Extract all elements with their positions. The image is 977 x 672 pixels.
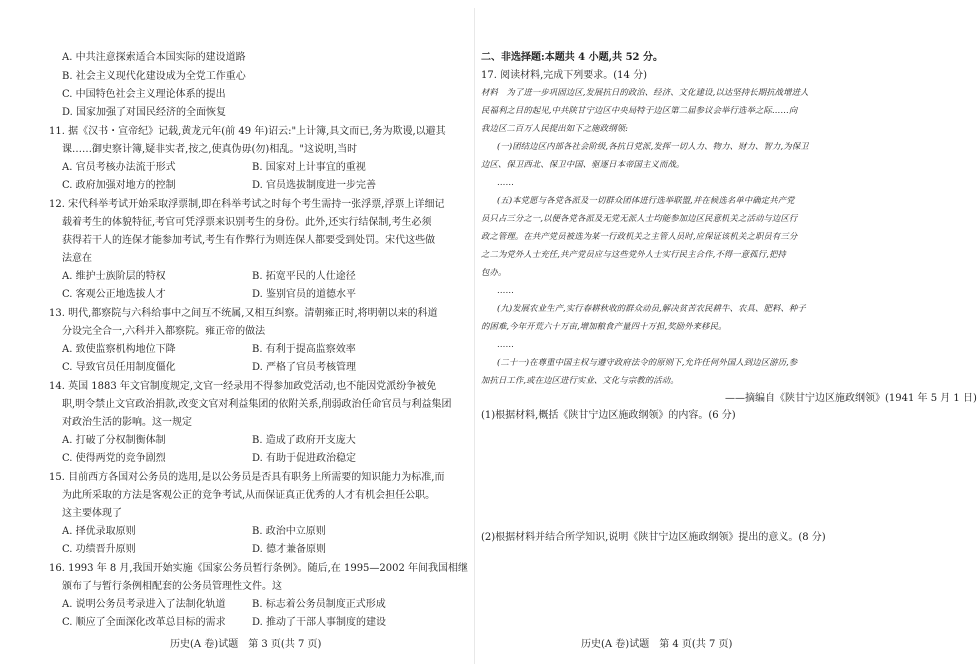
material-ellipsis: …… xyxy=(497,285,514,295)
q13-option-a: A. 致使监察机构地位下降 xyxy=(62,344,176,355)
sub-question-2: (2)根据材料并结合所学知识,说明《陕甘宁边区施政纲领》提出的意义。(8 分) xyxy=(481,532,826,543)
material-line: (一)团结边区内部各社会阶级,各抗日党派,发挥一切人力、物力、财力、智力,为保卫 xyxy=(497,141,809,151)
material-line: 的困难,今年开荒六十万亩,增加粮食产量四十万担,奖励外来移民。 xyxy=(481,321,727,331)
q14-option-a: A. 打破了分权制衡体制 xyxy=(62,435,166,446)
material-line: 边区、保卫西北、保卫中国、驱逐日本帝国主义而战。 xyxy=(481,159,685,169)
q11-option-b: B. 国家对上计事宜的重视 xyxy=(252,162,366,173)
q15-stem-line: 这主要体现了 xyxy=(62,508,122,519)
material-line: 加抗日工作,或在边区进行实业、文化与宗教的活动。 xyxy=(481,375,679,385)
q13-stem-line: 13. 明代,都察院与六科给事中之间互不统属,又相互纠察。清朝雍正时,将明朝以来的科道 xyxy=(49,308,438,319)
q12-option-a: A. 维护士族阶层的特权 xyxy=(62,271,166,282)
q16-option-c: C. 顺应了全面深化改革总目标的需求 xyxy=(62,617,226,628)
q14-stem-line: 14. 英国 1883 年文官制度规定,文官一经录用不得参加政党活动,也不能因党派纷争被免 xyxy=(49,381,437,392)
left-page-footer: 历史(A 卷)试题 第 3 页(共 7 页) xyxy=(170,639,322,650)
q15-option-d: D. 德才兼备原则 xyxy=(252,544,327,555)
q14-option-b: B. 造成了政府开支庞大 xyxy=(252,435,356,446)
q10-option-c: C. 中国特色社会主义理论体系的提出 xyxy=(62,89,226,100)
q11-option-d: D. 官员选拔制度进一步完善 xyxy=(252,180,377,191)
q14-option-c: C. 使得两党的竞争剧烈 xyxy=(62,453,166,464)
right-page xyxy=(475,0,977,672)
material-line: 政之管理。在共产党员被选为某一行政机关之主管人员时,应保证该机关之职员有三分 xyxy=(481,231,798,241)
material-line: 民福利之目的起见,中共陕甘宁边区中央局特于边区第二届参议会举行选举之际……向 xyxy=(481,105,798,115)
q12-stem-line: 12. 宋代科举考试开始采取浮票制,即在科举考试之时每个考生需持一张浮票,浮票上详细记 xyxy=(49,199,445,210)
material-ellipsis: …… xyxy=(497,339,514,349)
q16-option-a: A. 说明公务员考录进入了法制化轨道 xyxy=(62,599,226,610)
section-title: 二、非选择题:本题共 4 小题,共 52 分。 xyxy=(481,52,663,63)
material-line: 之二为党外人士充任,共产党员应与这些党外人士实行民主合作,不得一意孤行,把持 xyxy=(481,249,786,259)
material-line: (九)发展农业生产,实行春耕秋收的群众动员,解决贫苦农民耕牛、农具、肥料、种子 xyxy=(497,303,806,313)
q12-stem-line: 获得若干人的连保才能参加考试,考生有作弊行为则连保人都要受到处罚。宋代这些做 xyxy=(62,235,436,246)
left-page xyxy=(0,0,475,672)
q16-option-b: B. 标志着公务员制度正式形成 xyxy=(252,599,386,610)
q11-option-c: C. 政府加强对地方的控制 xyxy=(62,180,176,191)
material-source: ——摘编自《陕甘宁边区施政纲领》(1941 年 5 月 1 日) xyxy=(725,393,977,404)
q16-stem-line: 16. 1993 年 8 月,我国开始实施《国家公务员暂行条例》。随后,在 1995—2002 年间我国相继 xyxy=(49,563,469,574)
q14-stem-line: 对政治生活的影响。这一规定 xyxy=(62,417,192,428)
material-line: 包办。 xyxy=(481,267,507,277)
q15-option-a: A. 择优录取原则 xyxy=(62,526,136,537)
q10-option-a: A. 中共注意探索适合本国实际的建设道路 xyxy=(62,52,246,63)
q14-stem-line: 职,明令禁止文官政治捐款,改变文官对利益集团的依附关系,削弱政治任命官员与利益集团 xyxy=(62,399,452,410)
q13-option-d: D. 严格了官员考核管理 xyxy=(252,362,357,373)
material-ellipsis: …… xyxy=(497,177,514,187)
q13-stem-line: 分设完全合一,六科并入都察院。雍正帝的做法 xyxy=(62,326,266,337)
q10-option-b: B. 社会主义现代化建设成为全党工作重心 xyxy=(62,71,246,82)
q12-option-d: D. 鉴别官员的道德水平 xyxy=(252,289,357,300)
q12-option-c: C. 客观公正地选拔人才 xyxy=(62,289,166,300)
material-line: (二十一)在尊重中国主权与遵守政府法令的原则下,允许任何外国人到边区游历,参 xyxy=(497,357,798,367)
q10-option-d: D. 国家加强了对国民经济的全面恢复 xyxy=(62,107,227,118)
q15-stem-line: 为此所采取的方法是客观公正的竞争考试,从而保证真正优秀的人才有机会担任公职。 xyxy=(62,490,436,501)
material-line: 材料 为了进一步巩固边区,发展抗日的政治、经济、文化建设,以达坚持长期抗战增进人 xyxy=(481,87,809,97)
q16-option-d: D. 推动了干部人事制度的建设 xyxy=(252,617,387,628)
q12-stem-line: 法意在 xyxy=(62,253,92,264)
right-page-footer: 历史(A 卷)试题 第 4 页(共 7 页) xyxy=(581,639,733,650)
material-line: 我边区二百万人民提出如下之施政纲领: xyxy=(481,123,628,133)
q12-option-b: B. 拓宽平民的人仕途径 xyxy=(252,271,356,282)
q16-stem-line: 颁布了与暂行条例相配套的公务员管理性文件。这 xyxy=(62,581,282,592)
material-line: (五)本党愿与各党各派及一切群众团体进行选举联盟,并在候选名单中确定共产党 xyxy=(497,195,795,205)
q15-stem-line: 15. 目前西方各国对公务员的选用,是以公务员是否具有职务上所需要的知识能力为标准,而 xyxy=(49,472,445,483)
q11-stem-line: 11. 据《汉书・宣帝纪》记载,黄龙元年(前 49 年)诏云:"上计簿,具文而已,务为欺谩,以避其 xyxy=(49,126,446,137)
q15-option-b: B. 政治中立原则 xyxy=(252,526,326,537)
q17-title: 17. 阅读材料,完成下列要求。(14 分) xyxy=(481,70,647,81)
q12-stem-line: 载着考生的体貌特征,考官可凭浮票来识别考生的身份。此外,还实行结保制,考生必须 xyxy=(62,217,432,228)
q15-option-c: C. 功绩晋升原则 xyxy=(62,544,136,555)
q11-stem-line: 课……御史察计簿,疑非实者,按之,使真伪毋(勿)相乱。"这说明,当时 xyxy=(62,144,358,155)
material-line: 员只占三分之一,以便各党各派及无党无派人士均能参加边区民意机关之活动与边区行 xyxy=(481,213,798,223)
q11-option-a: A. 官员考核办法流于形式 xyxy=(62,162,176,173)
q14-option-d: D. 有助于促进政治稳定 xyxy=(252,453,357,464)
sub-question-1: (1)根据材料,概括《陕甘宁边区施政纲领》的内容。(6 分) xyxy=(481,410,736,421)
q13-option-c: C. 导致官员任用制度僵化 xyxy=(62,362,176,373)
q13-option-b: B. 有利于提高监察效率 xyxy=(252,344,356,355)
